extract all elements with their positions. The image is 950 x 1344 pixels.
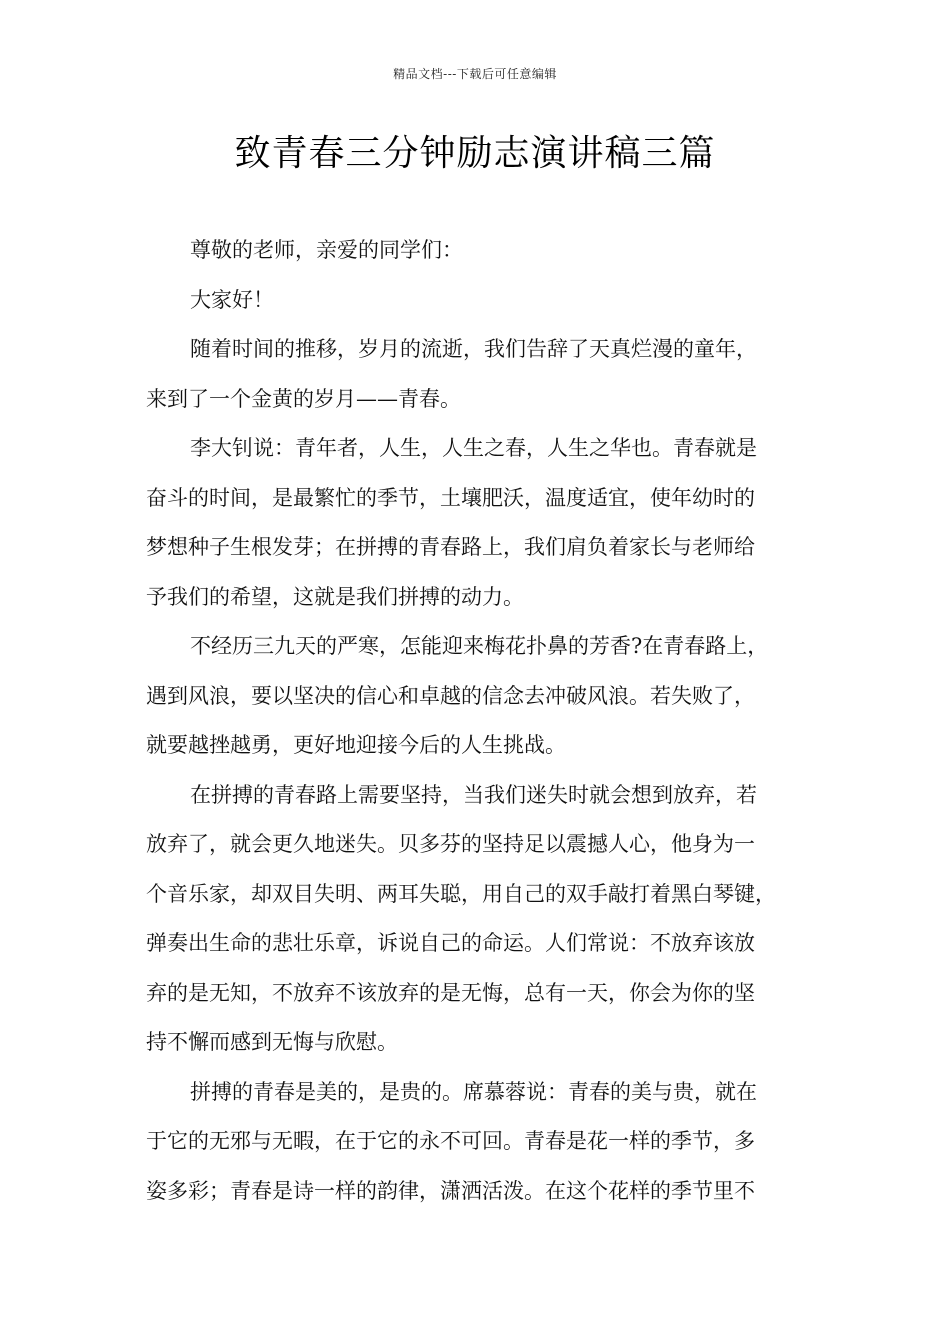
text-line: 尊敬的老师，亲爱的同学们： bbox=[190, 238, 463, 262]
text-line: 于它的无邪与无暇，在于它的永不可回。青春是花一样的季节，多 bbox=[146, 1129, 755, 1153]
text-line: 在拼搏的青春路上需要坚持，当我们迷失时就会想到放弃，若 bbox=[190, 782, 757, 807]
text-line: 就要越挫越勇，更好地迎接今后的人生挑战。 bbox=[146, 733, 566, 757]
text-line: 奋斗的时间，是最繁忙的季节，土壤肥沃，温度适宜，使年幼时的 bbox=[146, 485, 755, 510]
text-line: 予我们的希望，这就是我们拼搏的动力。 bbox=[146, 584, 524, 609]
text-line: 弃的是无知，不放弃不该放弃的是无悔，总有一天，你会为你的坚 bbox=[146, 980, 755, 1005]
text-line: 放弃了，就会更久地迷失。贝多芬的坚持足以震撼人心，他身为一 bbox=[146, 832, 755, 856]
text-line: 拼搏的青春是美的，是贵的。席慕蓉说：青春的美与贵，就在 bbox=[190, 1079, 757, 1104]
document-title: 致青春三分钟励志演讲稿三篇 bbox=[234, 133, 716, 174]
text-line: 个音乐家，却双目失明、两耳失聪，用自己的双手敲打着黑白琴键， bbox=[146, 881, 776, 906]
text-line: 持不懈而感到无悔与欣慰。 bbox=[146, 1030, 398, 1054]
text-line: 遇到风浪，要以坚决的信心和卓越的信念去冲破风浪。若失败了， bbox=[146, 683, 755, 708]
text-line: 弹奏出生命的悲壮乐章，诉说自己的命运。人们常说：不放弃该放 bbox=[146, 931, 755, 955]
text-line: 来到了一个金黄的岁月——青春。 bbox=[146, 386, 461, 411]
text-line: 大家好！ bbox=[190, 287, 274, 312]
header-note: 精品文档---下载后可任意编辑 bbox=[393, 67, 557, 81]
text-line: 不经历三九天的严寒，怎能迎来梅花扑鼻的芳香?在青春路上， bbox=[190, 634, 769, 658]
text-line: 随着时间的推移，岁月的流逝，我们告辞了天真烂漫的童年， bbox=[190, 337, 757, 361]
text-line: 姿多彩；青春是诗一样的韵律，潇洒活泼。在这个花样的季节里不 bbox=[146, 1178, 755, 1203]
text-line: 梦想种子生根发芽；在拼搏的青春路上，我们肩负着家长与老师给 bbox=[146, 535, 755, 559]
text-line: 李大钊说：青年者，人生，人生之春，人生之华也。青春就是 bbox=[190, 436, 757, 460]
document-body bbox=[146, 226, 822, 1216]
